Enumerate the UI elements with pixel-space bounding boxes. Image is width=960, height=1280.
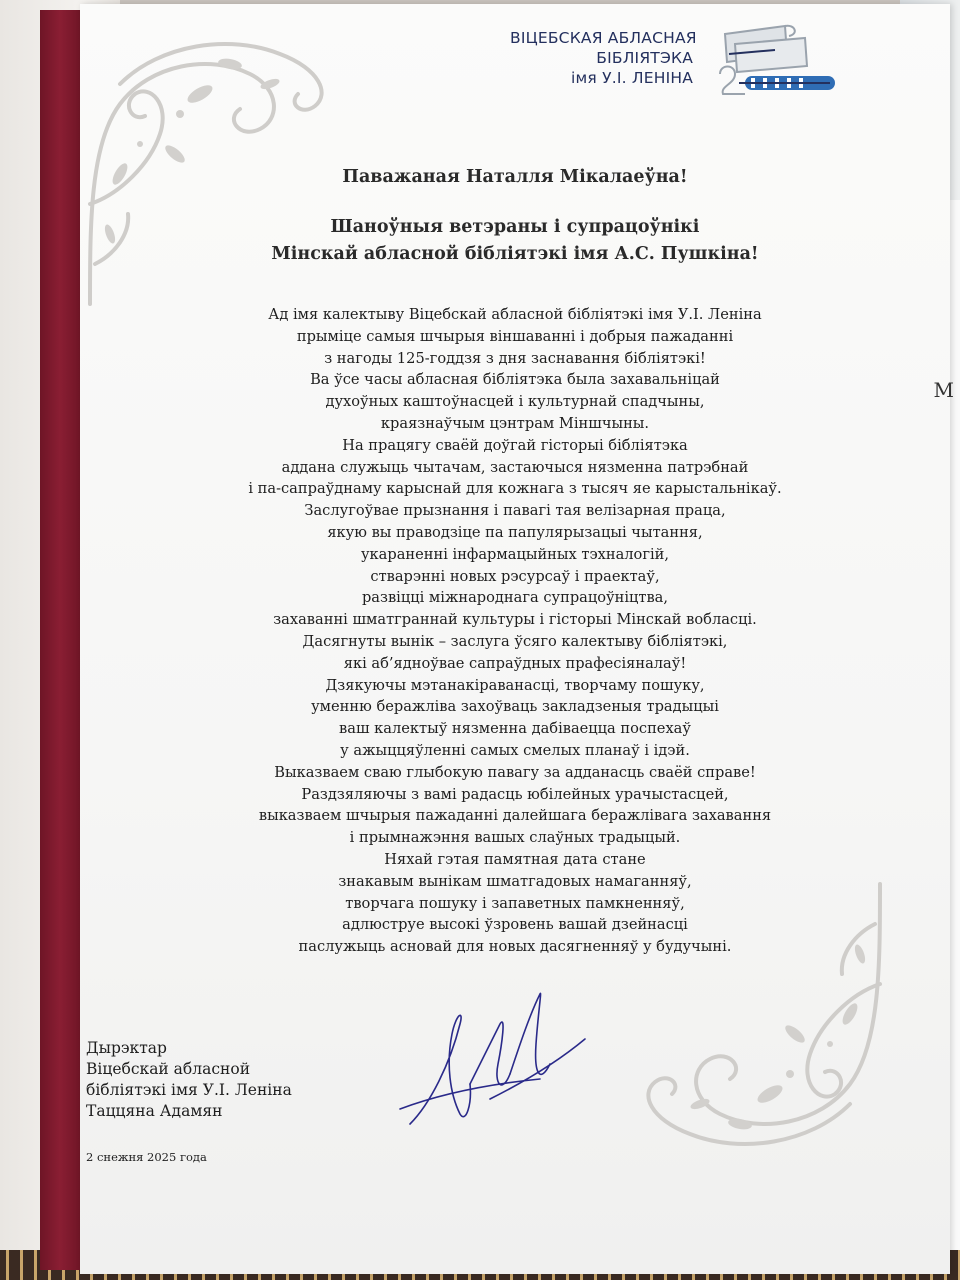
maroon-cover-strip <box>40 10 84 1270</box>
body-line: паслужыць асновай для новых дасягненняў у будучыні. <box>298 938 732 956</box>
body-line: Выказваем сваю глыбокую павагу за адданасць сваёй справе! <box>274 763 756 781</box>
background-page-letter: М <box>933 378 954 402</box>
body-line: Раздзяляючы з вамі радасць юбілейных урачыстасцей, <box>301 785 729 803</box>
body-line: захаванні шматграннай культуры і гісторыі Мінскай вобласці. <box>273 611 757 629</box>
library-logo <box>510 28 840 104</box>
signatory-org-line-1: Віцебскай абласной <box>86 1060 251 1078</box>
body-line: творчага пошуку і запаветных памкненняў, <box>345 894 685 912</box>
body-line: Няхай гэтая памятная дата стане <box>384 850 646 868</box>
body-line: прыміце самыя шчырыя віншаванні і добрыя пажаданні <box>296 327 734 345</box>
body-line: знакавым вынікам шматгадовых намаганняў, <box>338 872 692 890</box>
body-line: Ва ўсе часы абласная бібліятэка была захавальніцай <box>310 371 720 389</box>
logo-text <box>510 28 697 88</box>
body-line: ваш калектыў нязменна дабіваецца поспехаў <box>339 720 691 738</box>
body-line: стварэнні новых рэсурсаў і праектаў, <box>370 567 660 585</box>
body-line: укараненні інфармацыйных тэхналогій, <box>360 545 670 563</box>
body-line: Дасягнуты вынік – заслуга ўсяго калектыву бібліятэкі, <box>302 632 728 650</box>
handwritten-signature <box>390 984 590 1134</box>
body-line: які аб’ядноўвае сапраўдных прафесіяналаў! <box>343 654 687 672</box>
logo-line-3: імя У.І. ЛЕНІНА <box>571 69 693 87</box>
body-line: з нагоды 125-годдзя з дня заснавання бібліятэкі! <box>324 349 706 367</box>
body-line: духоўных каштоўнасцей і культурнай спадчыны, <box>325 393 705 411</box>
body-line: развіцці міжнароднага супрацоўніцтва, <box>361 589 669 607</box>
signatory-title: Дырэктар <box>86 1039 167 1057</box>
body-line: Заслугоўвае прызнання і павагі тая велізарная праца, <box>304 502 726 520</box>
signatory-block <box>86 1038 292 1122</box>
greeting-heading: Паважаная Наталля Мікалаеўна! <box>342 167 688 187</box>
body-line: у ажыццяўленні самых смелых планаў і ідэй. <box>340 741 690 759</box>
body-line: і прымнажэння вашых слаўных традыцый. <box>349 829 681 847</box>
signatory-org-line-2: бібліятэкі імя У.І. Леніна <box>86 1081 292 1099</box>
logo-line-2: БІБЛІЯТЭКА <box>596 49 693 67</box>
scroll-books-icon <box>715 14 845 104</box>
body-line: адлюструе высокі ўзровень вашай дзейнасці <box>342 916 688 934</box>
signatory-name: Таццяна Адамян <box>86 1102 223 1120</box>
body-line: Ад імя калектыву Віцебскай абласной бібліятэкі імя У.І. Леніна <box>268 306 762 323</box>
body-line: краязнаўчым цэнтрам Міншчыны. <box>380 414 650 432</box>
body-line: уменню беражліва захоўваць закладзеныя традыцыі <box>311 698 719 716</box>
body-line: аддана служыць чытачам, застаючыся нязменна патрэбнай <box>281 458 749 476</box>
address-heading-line-2: Мінскай абласной бібліятэкі імя А.С. Пушкіна! <box>271 244 759 264</box>
body-line: якую вы праводзіце па папулярызацыі чытання, <box>327 523 703 541</box>
body-line: На працягу сваёй доўгай гісторыі бібліятэка <box>342 436 688 454</box>
letter-sheet <box>80 4 950 1274</box>
address-heading-line-1: Шаноўныя ветэраны і супрацоўнікі <box>330 217 700 237</box>
body-line: выказваем шчырыя пажаданні далейшага беражлівага захавання <box>258 807 772 825</box>
letter-body <box>80 304 950 958</box>
body-line: Дзякуючы мэтанакіраванасці, творчаму пошуку, <box>325 676 705 694</box>
letter-date: 2 снежня 2025 года <box>86 1150 207 1164</box>
logo-line-1: ВІЦЕБСКАЯ АБЛАСНАЯ <box>510 29 697 47</box>
body-line: і па-сапраўднаму карыснай для кожнага з тысяч яе карыстальнікаў. <box>248 480 782 498</box>
